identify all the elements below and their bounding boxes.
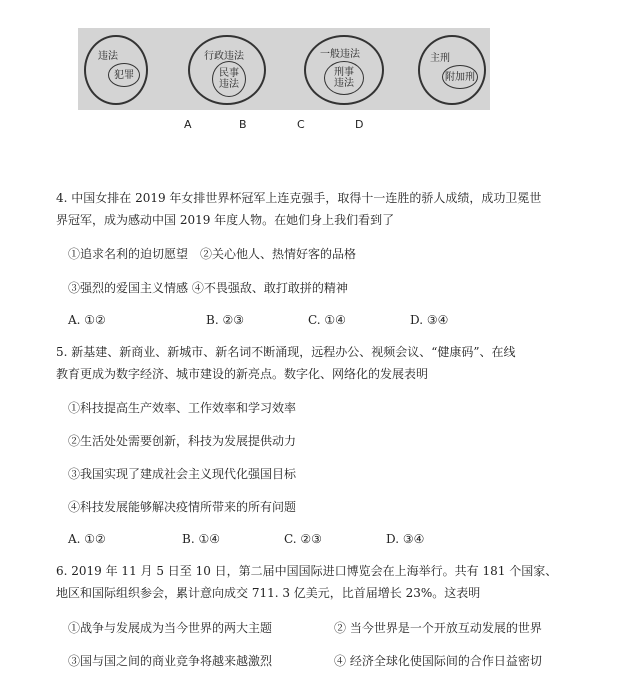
q4-stem-line-1: 4. 中国女排在 2019 年女排世界杯冠军上连克强手，取得十一连胜的骄人成绩，成功卫冕世	[56, 191, 542, 205]
diagram-b-outer-label: 行政违法	[204, 51, 244, 62]
diagram-a-inner-label: 犯罪	[114, 69, 134, 81]
diagram-b-inner-circle	[212, 61, 246, 97]
diagram-b-outer-circle	[188, 35, 266, 105]
q5-option-c[interactable]: C. ②③	[284, 532, 322, 546]
diagram-c-inner-label-2: 违法	[334, 78, 354, 89]
q6-item-4: ④ 经济全球化使国际间的合作日益密切	[334, 654, 542, 668]
q4-item-1: ①追求名利的迫切愿望 ②关心他人、热情好客的品格	[68, 247, 357, 261]
q5-item-3: ③我国实现了建成社会主义现代化强国目标	[68, 467, 297, 481]
diagram-d-inner-label: 附加刑	[445, 71, 475, 83]
q6-item-1: ①战争与发展成为当今世界的两大主题	[68, 621, 273, 635]
q4-option-b[interactable]: B. ②③	[206, 313, 244, 327]
q6-stem-line-2: 地区和国际组织参会，累计意向成交 711. 3 亿美元，比首届增长 23%。这表明	[56, 586, 481, 600]
q4-option-d[interactable]: D. ③④	[410, 313, 449, 327]
q5-item-1: ①科技提高生产效率、工作效率和学习效率	[68, 401, 297, 415]
q5-option-a[interactable]: A. ①②	[68, 532, 106, 546]
q5-option-b[interactable]: B. ①④	[182, 532, 220, 546]
q6-item-2: ② 当今世界是一个开放互动发展的世界	[334, 621, 542, 635]
q4-option-a[interactable]: A. ①②	[68, 313, 106, 327]
figure-letter-b: B	[239, 118, 247, 131]
diagram-c-inner-circle	[324, 61, 364, 95]
q5-item-4: ④科技发展能够解决疫情所带来的所有问题	[68, 500, 297, 514]
diagram-d-outer-label: 主刑	[430, 53, 450, 64]
q5-item-2: ②生活处处需要创新，科技为发展提供动力	[68, 434, 297, 448]
figure-letter-d: D	[355, 118, 364, 131]
q6-item-3: ③国与国之间的商业竞争将越来越激烈	[68, 654, 273, 668]
diagram-a-outer-label: 违法	[98, 51, 118, 62]
diagram-d-outer-circle	[418, 35, 486, 105]
q5-stem-line-1: 5. 新基建、新商业、新城市、新名词不断涌现，远程办公、视频会议、“健康码”、在线	[56, 345, 516, 359]
q4-option-c[interactable]: C. ①④	[308, 313, 346, 327]
diagram-d-inner-circle	[442, 65, 478, 89]
figure-letter-c: C	[297, 118, 305, 131]
diagram-c-inner-label-1: 刑事	[334, 67, 354, 78]
diagram-c-outer-label: 一般违法	[320, 49, 360, 60]
diagram-a-inner-circle	[108, 63, 140, 87]
q6-stem-line-1: 6. 2019 年 11 月 5 日至 10 日，第二届中国国际进口博览会在上海举行。共有 181 个国家、	[56, 564, 558, 578]
diagram-a-outer-circle	[84, 35, 148, 105]
q5-stem-line-2: 教育更成为数字经济、城市建设的新亮点。数字化、网络化的发展表明	[56, 367, 429, 381]
q5-option-d[interactable]: D. ③④	[386, 532, 425, 546]
q4-stem-line-2: 界冠军，成为感动中国 2019 年度人物。在她们身上我们看到了	[56, 213, 395, 227]
q4-item-2: ③强烈的爱国主义情感 ④不畏强敌、敢打敢拼的精神	[68, 281, 348, 295]
diagram-c-outer-circle	[304, 35, 384, 105]
figure-letter-a: A	[184, 118, 192, 131]
diagram-b-inner-label-1: 民事	[219, 68, 239, 79]
diagram-b-inner-label-2: 违法	[219, 79, 239, 90]
venn-figure	[78, 28, 490, 110]
